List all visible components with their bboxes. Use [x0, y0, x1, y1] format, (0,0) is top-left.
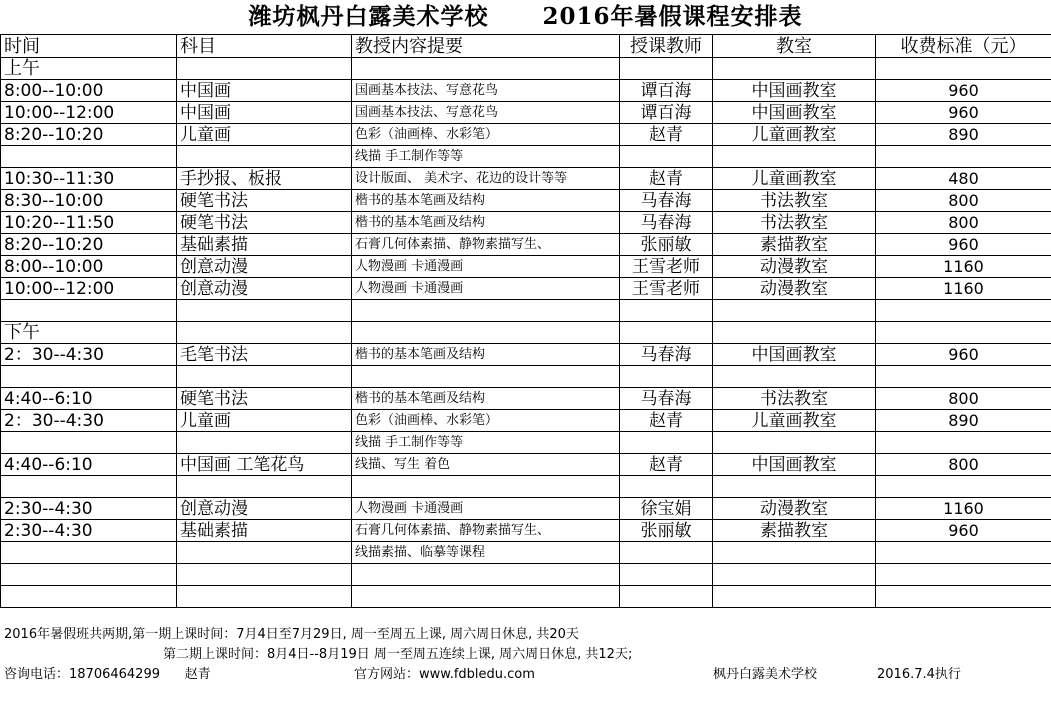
cell-teacher: 马春海	[620, 344, 713, 366]
table-row	[1, 586, 1051, 608]
cell-time	[1, 366, 177, 388]
empty-cell	[713, 322, 876, 344]
header-fee: 收费标准（元）	[876, 35, 1051, 58]
cell-time: 10:00--12:00	[1, 102, 177, 124]
cell-fee: 960	[876, 344, 1051, 366]
cell-fee	[876, 300, 1051, 322]
cell-subject	[177, 300, 352, 322]
cell-time: 2:30--4:30	[1, 520, 177, 542]
table-row	[1, 212, 1051, 234]
table-row	[1, 190, 1051, 212]
cell-subject: 中国画 工笔花鸟	[177, 454, 352, 476]
cell-content: 色彩（油画棒、水彩笔）	[352, 410, 620, 432]
cell-room: 动漫教室	[713, 278, 876, 300]
empty-cell	[876, 322, 1051, 344]
cell-room	[713, 146, 876, 168]
cell-teacher: 王雪老师	[620, 256, 713, 278]
cell-content: 线描、写生 着色	[352, 454, 620, 476]
cell-content: 楷书的基本笔画及结构	[352, 212, 620, 234]
cell-content	[352, 586, 620, 608]
cell-teacher: 谭百海	[620, 102, 713, 124]
cell-teacher	[620, 542, 713, 564]
cell-subject: 中国画	[177, 80, 352, 102]
cell-room: 中国画教室	[713, 454, 876, 476]
cell-time: 2:30--4:30	[1, 498, 177, 520]
cell-fee: 960	[876, 520, 1051, 542]
cell-content: 设计版面、 美术字、花边的设计等等	[352, 168, 620, 190]
cell-time: 8:20--10:20	[1, 124, 177, 146]
cell-subject	[177, 476, 352, 498]
empty-cell	[620, 322, 713, 344]
cell-fee	[876, 146, 1051, 168]
cell-teacher: 马春海	[620, 388, 713, 410]
notes-line1: 2016年暑假班共两期,第一期上课时间：7月4日至7月29日, 周一至周五上课, 周六周日休息, 共20天	[4, 627, 579, 642]
cell-room: 书法教室	[713, 388, 876, 410]
cell-subject: 硬笔书法	[177, 190, 352, 212]
cell-room	[713, 432, 876, 454]
cell-room	[713, 586, 876, 608]
cell-teacher: 张丽敏	[620, 234, 713, 256]
cell-room: 儿童画教室	[713, 168, 876, 190]
table-row	[1, 432, 1051, 454]
cell-time: 8:30--10:00	[1, 190, 177, 212]
cell-subject	[177, 542, 352, 564]
cell-room: 书法教室	[713, 190, 876, 212]
cell-fee: 890	[876, 410, 1051, 432]
cell-time: 4:40--6:10	[1, 388, 177, 410]
table-row	[1, 146, 1051, 168]
section-label-afternoon: 下午	[1, 322, 177, 344]
cell-time: 8:00--10:00	[1, 80, 177, 102]
cell-subject: 基础素描	[177, 520, 352, 542]
cell-content: 国画基本技法、写意花鸟	[352, 102, 620, 124]
cell-time: 10:30--11:30	[1, 168, 177, 190]
cell-fee: 960	[876, 234, 1051, 256]
cell-content: 石膏几何体素描、静物素描写生、	[352, 520, 620, 542]
cell-subject: 儿童画	[177, 124, 352, 146]
cell-content: 线描 手工制作等等	[352, 146, 620, 168]
cell-fee: 1160	[876, 278, 1051, 300]
cell-room: 中国画教室	[713, 80, 876, 102]
cell-teacher	[620, 432, 713, 454]
table-row	[1, 542, 1051, 564]
header-teacher: 授课教师	[620, 35, 713, 58]
section-afternoon	[1, 322, 1051, 344]
cell-room: 儿童画教室	[713, 124, 876, 146]
cell-time: 8:00--10:00	[1, 256, 177, 278]
cell-fee	[876, 586, 1051, 608]
cell-content	[352, 366, 620, 388]
cell-content: 楷书的基本笔画及结构	[352, 388, 620, 410]
cell-teacher: 赵青	[620, 454, 713, 476]
cell-room	[713, 564, 876, 586]
header-subject: 科目	[177, 35, 352, 58]
cell-content: 人物漫画 卡通漫画	[352, 498, 620, 520]
cell-room	[713, 542, 876, 564]
cell-teacher: 张丽敏	[620, 520, 713, 542]
section-label-morning: 上午	[1, 58, 177, 80]
cell-content: 石膏几何体素描、静物素描写生、	[352, 234, 620, 256]
cell-subject: 中国画	[177, 102, 352, 124]
cell-subject	[177, 146, 352, 168]
table-row	[1, 168, 1051, 190]
table-row	[1, 234, 1051, 256]
cell-time	[1, 564, 177, 586]
header-room: 教室	[713, 35, 876, 58]
cell-content	[352, 564, 620, 586]
table-row	[1, 564, 1051, 586]
header-time: 时间	[1, 35, 177, 58]
cell-content: 色彩（油画棒、水彩笔）	[352, 124, 620, 146]
cell-content: 楷书的基本笔画及结构	[352, 190, 620, 212]
cell-fee	[876, 542, 1051, 564]
cell-room: 素描教室	[713, 234, 876, 256]
cell-time	[1, 542, 177, 564]
cell-fee	[876, 366, 1051, 388]
cell-teacher: 谭百海	[620, 80, 713, 102]
cell-fee: 800	[876, 388, 1051, 410]
cell-time: 10:00--12:00	[1, 278, 177, 300]
table-row	[1, 498, 1051, 520]
contact-phone: 咨询电话：18706464299 赵青	[4, 667, 211, 682]
effective-date: 2016.7.4执行	[877, 667, 961, 682]
cell-teacher: 赵青	[620, 168, 713, 190]
table-row	[1, 520, 1051, 542]
cell-teacher	[620, 366, 713, 388]
website: 官方网站：www.fdbledu.com	[354, 667, 535, 682]
cell-fee: 800	[876, 212, 1051, 234]
cell-teacher: 马春海	[620, 190, 713, 212]
cell-time	[1, 432, 177, 454]
cell-subject: 儿童画	[177, 410, 352, 432]
cell-time	[1, 586, 177, 608]
cell-teacher: 马春海	[620, 212, 713, 234]
cell-subject	[177, 432, 352, 454]
cell-teacher	[620, 586, 713, 608]
table-row	[1, 124, 1051, 146]
cell-content: 楷书的基本笔画及结构	[352, 344, 620, 366]
cell-content: 人物漫画 卡通漫画	[352, 256, 620, 278]
cell-fee: 800	[876, 454, 1051, 476]
cell-subject: 创意动漫	[177, 278, 352, 300]
notes-line2: 第二期上课时间：8月4日--8月19日 周一至周五连续上课, 周六周日休息, 共12天;	[163, 647, 633, 662]
cell-room	[713, 366, 876, 388]
cell-fee: 890	[876, 124, 1051, 146]
cell-content: 线描素描、临摹等课程	[352, 542, 620, 564]
cell-content	[352, 476, 620, 498]
cell-fee	[876, 564, 1051, 586]
cell-subject: 毛笔书法	[177, 344, 352, 366]
cell-room: 动漫教室	[713, 256, 876, 278]
cell-room	[713, 300, 876, 322]
table-row	[1, 344, 1051, 366]
cell-teacher	[620, 146, 713, 168]
cell-subject: 创意动漫	[177, 256, 352, 278]
cell-time	[1, 476, 177, 498]
cell-teacher: 王雪老师	[620, 278, 713, 300]
cell-fee: 800	[876, 190, 1051, 212]
cell-fee: 1160	[876, 498, 1051, 520]
table-row	[1, 388, 1051, 410]
cell-room: 儿童画教室	[713, 410, 876, 432]
page-title: 潍坊枫丹白露美术学校 2016年暑假课程安排表	[248, 3, 803, 30]
cell-time	[1, 300, 177, 322]
header-content: 教授内容提要	[352, 35, 620, 58]
empty-cell	[177, 322, 352, 344]
table-row	[1, 476, 1051, 498]
cell-fee: 960	[876, 80, 1051, 102]
cell-time	[1, 146, 177, 168]
cell-subject: 创意动漫	[177, 498, 352, 520]
cell-time: 4:40--6:10	[1, 454, 177, 476]
cell-room: 动漫教室	[713, 498, 876, 520]
table-row	[1, 300, 1051, 322]
cell-time: 2：30--4:30	[1, 344, 177, 366]
cell-fee: 1160	[876, 256, 1051, 278]
cell-subject	[177, 586, 352, 608]
header-row	[1, 35, 1051, 58]
cell-time: 8:20--10:20	[1, 234, 177, 256]
cell-teacher	[620, 300, 713, 322]
school-name: 枫丹白露美术学校	[713, 667, 818, 682]
cell-room: 中国画教室	[713, 102, 876, 124]
table-row	[1, 366, 1051, 388]
cell-subject	[177, 564, 352, 586]
cell-fee	[876, 432, 1051, 454]
cell-teacher: 赵青	[620, 410, 713, 432]
cell-room: 中国画教室	[713, 344, 876, 366]
cell-content: 人物漫画 卡通漫画	[352, 278, 620, 300]
cell-subject: 手抄报、板报	[177, 168, 352, 190]
cell-subject: 硬笔书法	[177, 388, 352, 410]
table-row	[1, 410, 1051, 432]
cell-subject	[177, 366, 352, 388]
cell-content: 线描 手工制作等等	[352, 432, 620, 454]
cell-room: 素描教室	[713, 520, 876, 542]
cell-content: 国画基本技法、写意花鸟	[352, 80, 620, 102]
cell-teacher: 徐宝娟	[620, 498, 713, 520]
cell-teacher	[620, 564, 713, 586]
schedule-table	[0, 34, 1051, 608]
cell-time: 2：30--4:30	[1, 410, 177, 432]
table-row	[1, 278, 1051, 300]
cell-subject: 基础素描	[177, 234, 352, 256]
cell-subject: 硬笔书法	[177, 212, 352, 234]
table-row	[1, 256, 1051, 278]
table-row	[1, 102, 1051, 124]
cell-room: 书法教室	[713, 212, 876, 234]
cell-time: 10:20--11:50	[1, 212, 177, 234]
cell-content	[352, 300, 620, 322]
cell-teacher: 赵青	[620, 124, 713, 146]
table-row	[1, 80, 1051, 102]
cell-fee	[876, 476, 1051, 498]
table-row	[1, 454, 1051, 476]
section-morning	[1, 58, 1051, 80]
empty-cell	[352, 322, 620, 344]
cell-teacher	[620, 476, 713, 498]
cell-fee: 480	[876, 168, 1051, 190]
cell-fee: 960	[876, 102, 1051, 124]
cell-room	[713, 476, 876, 498]
